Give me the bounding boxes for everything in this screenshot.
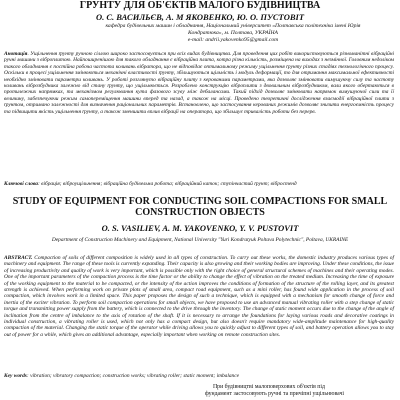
title-english (0, 196, 400, 218)
intro-line-2: фундамент застосовують ручні та причіпні ущільнювачі (205, 391, 344, 397)
keywords-list: : вібрація; віброущільнення; вібраційна будівельна робота; вібраційний каток; ступінчастий ґрунт; вібростенд (38, 181, 297, 187)
authors-english: O. S. VASILIEV, A. M. YAKOVENKO, Y. V. PUSTOVIT (101, 223, 299, 233)
keywords-list: : vibration; vibratory compaction; construction works; vibrating roller; static moment; imbalance (26, 373, 240, 379)
authors-ukrainian: О. С. ВАСИЛЬЄВ, А. М ЯКОВЕНКО, Ю. О. ПУСТОВІТ (95, 12, 305, 22)
email-text: e-mail: andrii.yakovenko95@gmail.com (187, 37, 279, 43)
keywords-english (4, 373, 394, 379)
keywords-label: Key words (4, 373, 27, 379)
intro-paragraph (205, 384, 395, 398)
abstract-label: Анотація (4, 51, 28, 57)
keywords-label: Ключові слова (4, 181, 38, 187)
keywords-ukrainian (4, 181, 394, 187)
title-ukrainian: ГРУНТУ ДЛЯ ОБ'ЄКТІВ МАЛОГО БУДІВНИЦТВА (79, 0, 321, 11)
abstract-body: Compaction of soils of different composition is widely used in all types of construction. To carry out these works, the domestic industry produces various types of machinery and equipment. The range of these tools is currently expanding. Their capacity is also growing and their working bodies are improving. Under these conditions, the issue of increasing productivity and quality of work is very important, which is possible only with the right choice of general structural schemes of machines and their operating modes. One of the important parameters of the compaction process is the time factor or the ability to change the effect of vibration on the treated medium. Increasing the time of exposure of the working equipment to the material to be compacted, or the intensity of the action improves the conditions of formation of the structure of the rolling layer, and its greatest strength is achieved. When performing work on private plots of small area, compact road equipment, such as a mini roller, has found wide application in the process of soil compaction, which involves work in a limited space. This paper proposes the design of such a technique, which is equipped with a mechanism for smooth change of force and inertia of the exciter vibration. To perform soil compaction operations for small objects, we have proposed to use an advanced manual vibrating roller with a step change of static torque and transmitting power supply from the battery, which is connected to the drive through the inventory. The change of static moment occurs due to the change of the angle of inclination from the centre of imbalance to the axis of rotation of the shaft. If it is necessary to arrange the foundations for laying various roads and decorative coatings in individual construction, a vibrating roller is used, which not only has a compact design, but also doesn't require mandatory wide-amplitude maintenance for high-quality compaction of the material. Changing the static torque of the operator while driving allows you to quickly adjust to different types of soil, and battery operation allows you to stay out of power for a while, which gives an additional advantage, especially important when working on remote construction sites. (4, 255, 394, 338)
abstract-body: . Ущільнення ґрунту ручною сіллою широко застосовується при всіх видах будівництва. Для проведення цих робіт використовуються різноманітні вібраційні ручні машини з віброплитою. Найпоширенішою для такого обладнання є вібраційна плита, котра різна кількість, розміщена на виходах з незмінної. Головним недоліком такого обладнання є постійна робоча частота коливань вібратора, що не відповідає оптимальному режиму ущільнення ґрунту різних стадіях технологічного процесу. Оскільки в процесі ущільнення змінюються механічні властивості ґрунту, збільшуються щільність і модуль деформації, то для отримання максимальної ефективності необхідно змінювати параметри коливань. У роботі розглянуто вібраційну плиту з керованими параметрами, яка дозволяє змінювати вимушуючу силу та частоту коливань віброзбудника залежно від стану ґрунту, що ущільнюється. Розроблено конструкцію віброплити з двовальним віброзбудником, вали якого обертаються в протилежних напрямках, та механізмом регулювання кута фазового зсуву між дебалансами. Такий підхід дозволяє змінювати напрямок вимушуючої сили та її величину, забезпечуючи режим самопереміщення машини вперед та назад, а також на місці. Проведено теоретичні дослідження взаємодії вібраційної плити з ґрунтом, отримано залежності для визначення раціональних параметрів. Встановлено, що застосування керованих режимів дозволяє знизити енергоємність процесу та підвищити якість ущільнення ґрунту, а також зменшити вплив вібрації на оператора, що збільшує тривалість роботи без перерв. (4, 51, 394, 115)
affiliation-english: Department of Construction Machinery and Equipment, National University "Yuri Kondratyuk Poltava Polytechnic", Poltava, UKRAINE (51, 237, 349, 243)
title-line-2: CONSTRUCTION OBJECTS (135, 207, 265, 218)
affiliation-text: кафедра будівельних машин і обладнання, Національний університет «Полтавська політехніка імені Юрія Кондратюка», м. Полтава, УКРАЇНА (105, 23, 361, 36)
affiliation-ukrainian (103, 23, 363, 44)
intro-line-1: При будівництві малоповерхових об'єктів під (213, 384, 325, 390)
title-line-1: STUDY OF EQUIPMENT FOR CONDUCTING SOIL COMPACTIONS FOR SMALL (12, 196, 388, 207)
abstract-ukrainian (4, 51, 394, 115)
abstract-english (4, 255, 394, 338)
abstract-label: ABSTRACT. (4, 255, 33, 261)
